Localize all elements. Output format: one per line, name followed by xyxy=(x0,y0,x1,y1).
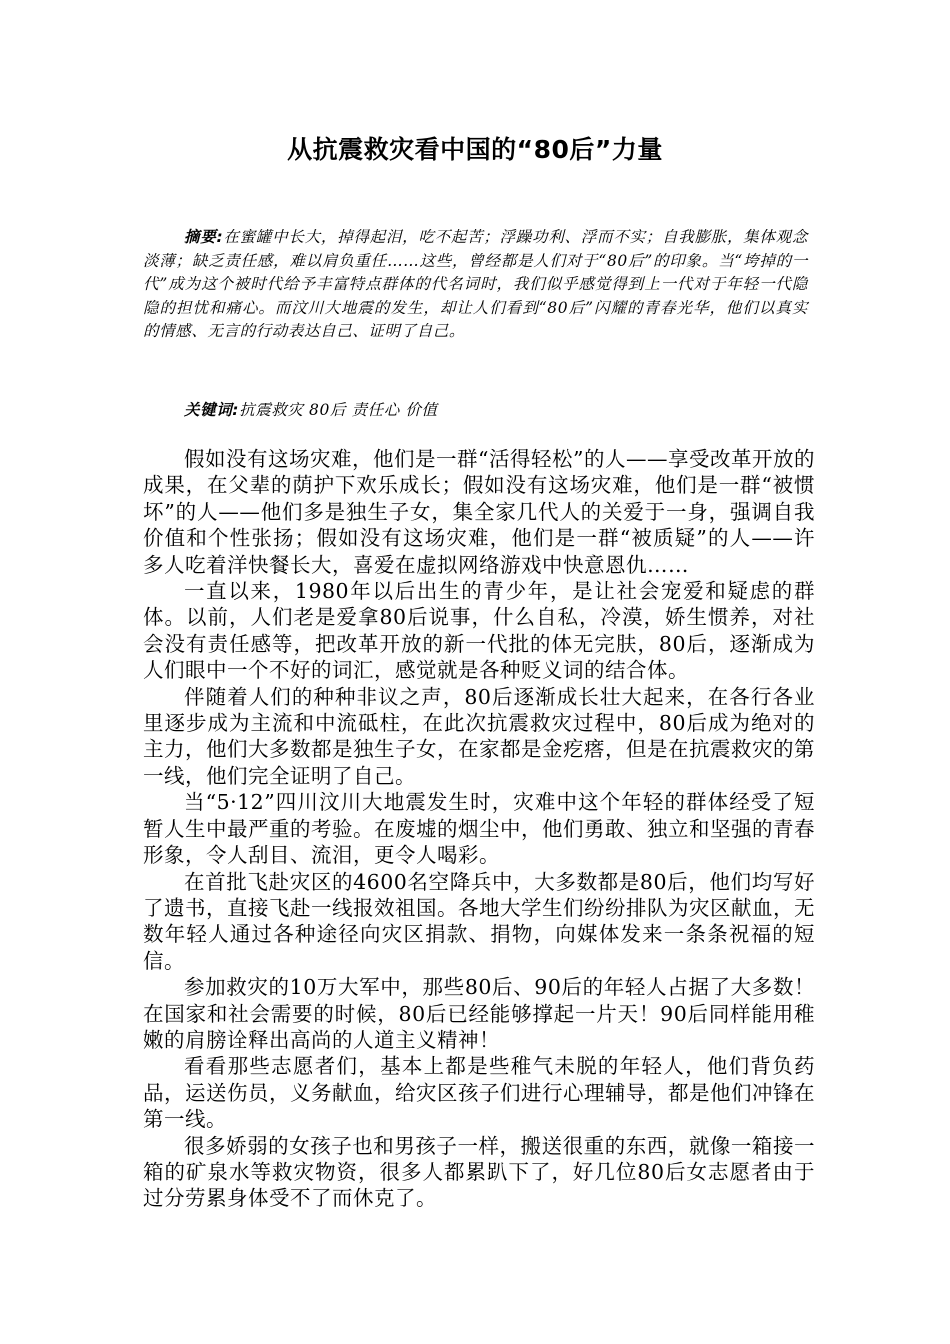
paragraph-7: 看看那些志愿者们，基本上都是些稚气未脱的年轻人，他们背负药品，运送伤员，义务献血，给灾区孩子们进行心理辅导，都是他们冲锋在第一线。 xyxy=(143,1054,815,1132)
paragraph-3: 伴随着人们的种种非议之声，80后逐渐成长壮大起来，在各行各业里逐步成为主流和中流砥柱，在此次抗震救灾过程中，80后成为绝对的主力，他们大多数都是独生子女，在家都是金疙瘩，但是在抗震救灾的第一线，他们完全证明了自己。 xyxy=(143,684,815,788)
keywords xyxy=(184,398,804,422)
abstract xyxy=(143,226,808,344)
abstract-label: 摘要: xyxy=(184,228,224,246)
paragraph-2: 一直以来，1980年以后出生的青少年，是让社会宠爱和疑虑的群体。以前，人们老是爱拿80后说事，什么自私，冷漠，娇生惯养，对社会没有责任感等，把改革开放的新一代批的体无完肤，80后，逐渐成为人们眼中一个不好的词汇，感觉就是各种贬义词的结合体。 xyxy=(143,579,815,683)
abstract-text: 在蜜罐中长大，掉得起泪，吃不起苦；浮躁功利、浮而不实；自我膨胀，集体观念淡薄；缺乏责任感，难以肩负重任……这些，曾经都是人们对于“80后”的印象。当“垮掉的一代”成为这个被时代给予丰富特点群体的代名词时，我们似乎感觉得到上一代对于年轻一代隐隐的担忧和痛心。而汶川大地震的发生，却让人们看到“80后”闪耀的青春光华，他们以真实的情感、无言的行动表达自己、证明了自己。 xyxy=(143,228,809,340)
paragraph-6: 参加救灾的10万大军中，那些80后、90后的年轻人占据了大多数！在国家和社会需要的时候，80后已经能够撑起一片天！90后同样能用稚嫩的肩膀诠释出高尚的人道主义精神！ xyxy=(143,975,815,1052)
document-title: 从抗震救灾看中国的“80后”力量 xyxy=(287,135,663,164)
paragraph-1: 假如没有这场灾难，他们是一群“活得轻松”的人——享受改革开放的成果，在父辈的荫护下欢乐成长；假如没有这场灾难，他们是一群“被惯坏”的人——他们多是独生子女，集全家几代人的关爱于一身，强调自我价值和个性张扬；假如没有这场灾难，他们是一群“被质疑”的人——许多人吃着洋快餐长大，喜爱在虚拟网络游戏中快意恩仇…… xyxy=(143,447,815,577)
paragraph-8: 很多娇弱的女孩子也和男孩子一样，搬送很重的东西，就像一箱接一箱的矿泉水等救灾物资，很多人都累趴下了，好几位80后女志愿者由于过分劳累身体受不了而休克了。 xyxy=(143,1133,815,1211)
keywords-label: 关键词: xyxy=(184,401,240,419)
keywords-text: 抗震救灾 80后 责任心 价值 xyxy=(239,401,438,419)
body-text xyxy=(143,446,815,1212)
paragraph-4: 当“5·12”四川汶川大地震发生时，灾难中这个年轻的群体经受了短暂人生中最严重的考验。在废墟的烟尘中，他们勇敢、独立和坚强的青春形象，令人刮目、流泪，更令人喝彩。 xyxy=(143,790,815,868)
paragraph-5: 在首批飞赴灾区的4600名空降兵中，大多数都是80后，他们均写好了遗书，直接飞赴一线报效祖国。各地大学生们纷纷排队为灾区献血，无数年轻人通过各种途径向灾区捐款、捐物，向媒体发来一条条祝福的短信。 xyxy=(143,869,815,973)
